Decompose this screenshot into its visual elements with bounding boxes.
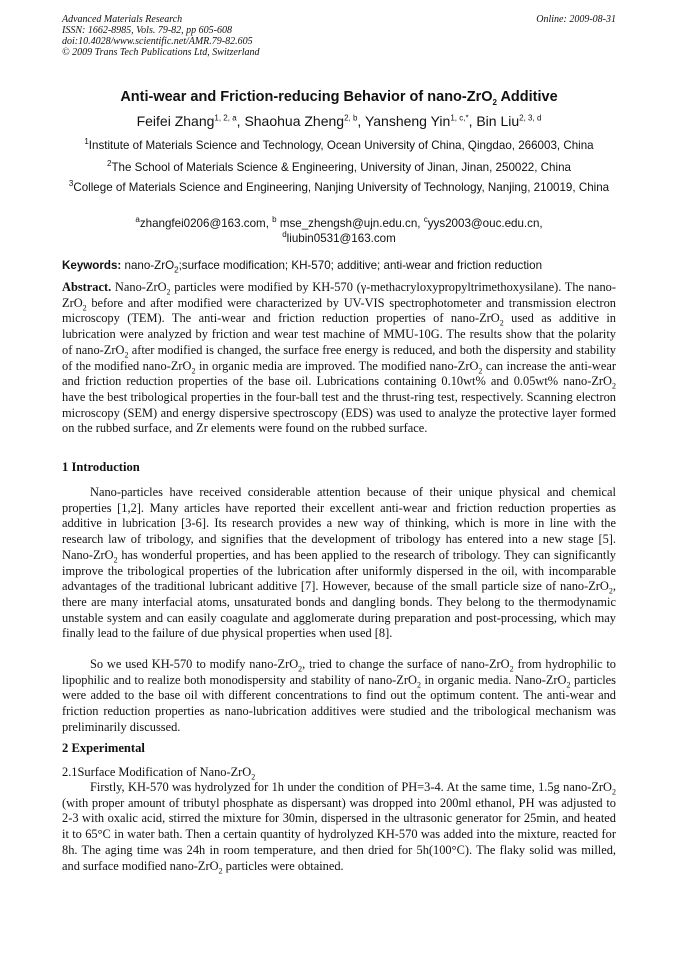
subscript: 2 bbox=[612, 787, 616, 797]
doi-line: doi:10.4028/www.scientific.net/AMR.79-82.605 bbox=[62, 36, 253, 47]
subscript: 2 bbox=[298, 664, 303, 674]
body-text: Nano-particles have received considerable attention because of their unique physical and chemical properties [1,2]. Many articles have reported their excellent anti-wear and friction reduction properties as additive in lubrication [3-6]. Its research provides a new way of thinking, which is more in line with the research law of tribology, and signifies that the development of tribology has entered into a new stage [5]. Nano-ZrO bbox=[62, 485, 616, 562]
email-c-sup: c bbox=[423, 215, 428, 225]
subscript: 2 bbox=[113, 555, 118, 565]
affiliation-1-text: Institute of Materials Science and Technology, Ocean University of China, Qingdao, 266003, China bbox=[88, 139, 594, 152]
body-text: particles were obtained. bbox=[222, 858, 344, 873]
author-1-sup: 1, 2, a bbox=[214, 113, 237, 123]
keywords-label: Keywords: bbox=[62, 259, 122, 272]
keywords-subscript: 2 bbox=[174, 265, 179, 275]
abstract-label: Abstract. bbox=[62, 280, 112, 294]
experimental-paragraph bbox=[62, 780, 616, 874]
email-d-sup: d bbox=[282, 230, 287, 240]
online-date: Online: 2009-08-31 bbox=[536, 14, 616, 25]
paper-title bbox=[62, 89, 616, 105]
email-b-sup: b bbox=[272, 215, 277, 225]
email-d: liubin0531@163.com bbox=[286, 232, 396, 245]
affiliation-2-num: 2 bbox=[107, 159, 112, 169]
body-text: , there are many interfacial atoms, unsaturated bonds and dangling bonds. They belong to the thermodynamic unstable system and can easily coagulate and agglomerate during preparation and post-processing, which may finally lead to the failure of due physical properties when used [8]. bbox=[62, 579, 616, 641]
subscript: 2 bbox=[612, 381, 616, 391]
body-text: from hydrophilic to lipophilic and to realize both monodispersity and stability of nano-ZrO bbox=[62, 657, 616, 687]
author-2: Shaohua Zheng bbox=[244, 113, 345, 129]
title-tail: Additive bbox=[496, 89, 558, 105]
subscript: 2 bbox=[566, 680, 571, 690]
subscript: 2 bbox=[416, 680, 421, 690]
title-main: Anti-wear and Friction-reducing Behavior of nano-ZrO bbox=[120, 89, 493, 105]
issn-line: ISSN: 1662-8985, Vols. 79-82, pp 605-608 bbox=[62, 25, 232, 36]
section-heading-experimental: 2 Experimental bbox=[62, 741, 145, 755]
subscript: 2 bbox=[478, 365, 483, 375]
body-text: , tried to change the surface of nano-ZrO bbox=[302, 657, 510, 671]
email-a-sup: a bbox=[135, 215, 140, 225]
subscript: 2 bbox=[166, 287, 171, 297]
body-text: Firstly, KH-570 was hydrolyzed for 1h under the condition of PH=3-4. At the same time, 1.5g nano-ZrO bbox=[90, 780, 612, 794]
title-subscript: 2 bbox=[492, 97, 497, 107]
author-4: Bin Liu bbox=[476, 113, 520, 129]
abstract-text: in organic media are improved. The modified nano-ZrO bbox=[195, 358, 479, 373]
author-3: Yansheng Yin bbox=[364, 113, 451, 129]
abstract-text: particles were modified by KH-570 (γ-methacryloxypropyltrimethoxysilane). The nano-ZrO bbox=[62, 280, 616, 310]
body-text: has wonderful properties, and has been applied to the research of tribology. They can significantly improve the tribological properties of the lubrication after uniformly dispersed in the oil, with incomparable advantages of the traditional lubricant additive [7]. However, because of the small particle size of nano-ZrO bbox=[62, 547, 616, 594]
body-text: So we used KH-570 to modify nano-ZrO bbox=[90, 657, 299, 671]
author-list bbox=[62, 113, 616, 129]
affiliation-2 bbox=[62, 160, 616, 175]
subscript: 2 bbox=[82, 303, 87, 313]
section-heading-introduction: 1 Introduction bbox=[62, 460, 140, 474]
author-3-sup: 1, c,* bbox=[450, 113, 469, 123]
email-b: mse_zhengsh@ujn.edu.cn, bbox=[276, 217, 424, 230]
body-text: (with proper amount of tributyl phosphate as dispersant) was dropped into 200ml ethanol, PH was adjusted to 2-3 with oxalic acid, stirred the mixture for 30min, dispersed in the ultrasonic generator for 25min, and heated it to 65°C in water bath. Then a certain quantity of hydrolyzed KH-570 was added into the mixture, reacted for 8h. The aging time was 24h in room temperature, and then dried for 5h(100°C). The flaky solid was milled, and surface modified nano-ZrO bbox=[62, 795, 616, 873]
subscript: 2 bbox=[124, 350, 129, 360]
intro-paragraph-1 bbox=[62, 485, 616, 642]
body-text: in organic media. Nano-ZrO bbox=[420, 672, 567, 687]
email-c: yys2003@ouc.edu.cn, bbox=[427, 217, 543, 230]
abstract-text: Nano-ZrO bbox=[111, 280, 167, 294]
affiliation-3 bbox=[62, 180, 616, 195]
abstract-text: before and after modified were characterized by UV-VIS spectrophotometer and transmission electron microscopy (TEM). The anti-wear and friction reduction properties of nano-ZrO bbox=[62, 295, 616, 326]
body-text: particles were added to the base oil with different concentrations to find out the optimum content. The anti-wear and friction reduction properties as nano-lubrication additives were studied and the tribological mechanism was preliminarily discussed. bbox=[62, 672, 616, 734]
journal-name: Advanced Materials Research bbox=[62, 14, 183, 25]
affiliation-3-num: 3 bbox=[68, 179, 74, 189]
subscript: 2 bbox=[218, 865, 223, 875]
abstract-text: have the best tribological properties in the four-ball test and the thrust-ring test, respectively. Scanning electron microscopy (SEM) and energy dispersive spectroscopy (EDS) was used to analyze the protective layer formed on the rubbed surface, and Zr elements were found on the rubbed surface. bbox=[62, 389, 616, 436]
affiliation-3-text: College of Materials Science and Engineering, Nanjing University of Technology, Nanjing, 210019, China bbox=[73, 181, 610, 194]
abstract-text: used as additive in lubrication were analyzed by friction and wear test machine of MMU-10G. The results show that the polarity of nano-ZrO bbox=[62, 311, 616, 357]
affiliation-1-num: 1 bbox=[84, 137, 89, 147]
subscript: 2 bbox=[191, 365, 196, 375]
email-a: zhangfei0206@163.com, bbox=[139, 217, 273, 230]
email-list bbox=[62, 216, 616, 246]
author-separator: , bbox=[357, 113, 365, 129]
subscript: 2 bbox=[251, 772, 256, 782]
subscript: 2 bbox=[509, 664, 514, 674]
copyright-line: © 2009 Trans Tech Publications Ltd, Switzerland bbox=[62, 47, 260, 58]
author-separator: , bbox=[468, 113, 477, 129]
subscript: 2 bbox=[499, 318, 504, 328]
affiliation-1 bbox=[62, 138, 616, 153]
affiliation-2-text: The School of Materials Science & Engineering, University of Jinan, Jinan, 250022, China bbox=[111, 161, 571, 174]
keywords bbox=[62, 259, 622, 275]
abstract-text: can increase the anti-wear and friction reduction properties of the base oil. Lubrications containing 0.10wt% and 0.05wt% nano-ZrO bbox=[62, 358, 616, 389]
abstract bbox=[62, 280, 616, 437]
author-1: Feifei Zhang bbox=[136, 113, 215, 129]
subsection-text: 2.1Surface Modification of Nano-ZrO bbox=[62, 765, 252, 779]
keywords-text: ;surface modification; KH-570; additive; anti-wear and friction reduction bbox=[178, 259, 543, 272]
author-4-sup: 2, 3, d bbox=[519, 113, 542, 123]
author-2-sup: 2, b bbox=[344, 113, 358, 123]
author-separator: , bbox=[236, 113, 245, 129]
keywords-text: nano-ZrO bbox=[121, 259, 175, 272]
intro-paragraph-2 bbox=[62, 657, 616, 736]
subscript: 2 bbox=[608, 586, 613, 596]
subsection-heading-surface-modification bbox=[62, 765, 255, 780]
abstract-text: after modified is changed, the surface free energy is reduced, and both the dispersity and stability of the modified nano-ZrO bbox=[62, 342, 617, 373]
journal-header bbox=[62, 14, 616, 58]
